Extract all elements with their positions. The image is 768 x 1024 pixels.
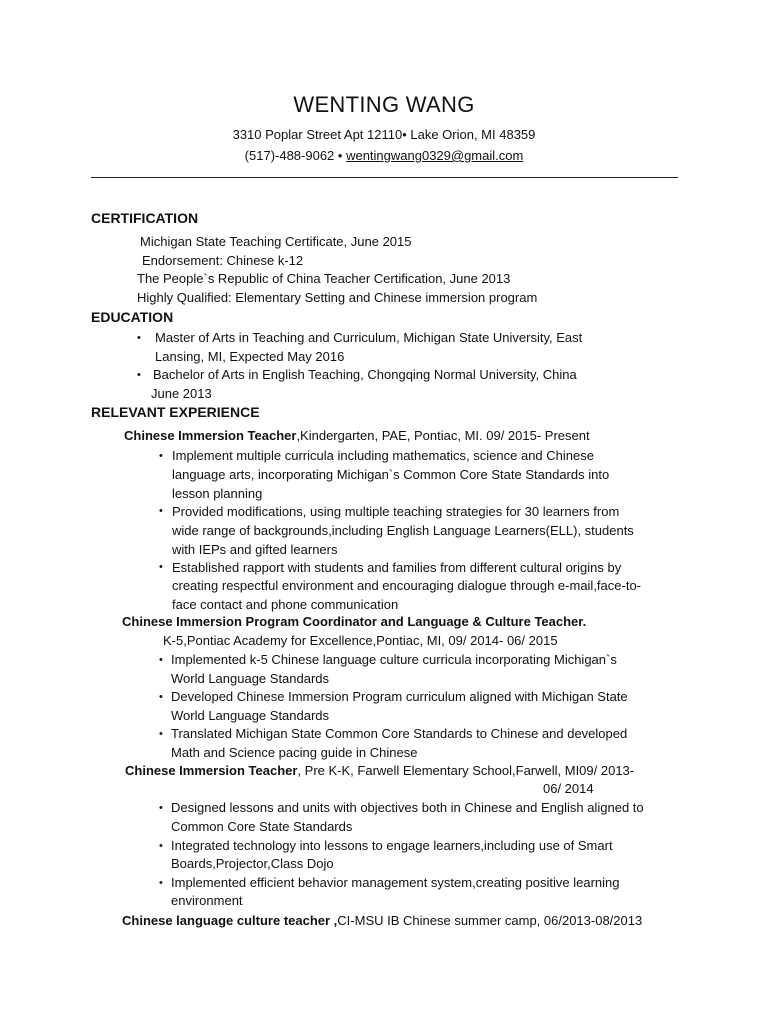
bullet-icon: •	[159, 691, 163, 703]
experience-heading: RELEVANT EXPERIENCE	[91, 404, 260, 420]
job-title: Chinese Immersion Program Coordinator and Language & Culture Teacher.	[122, 614, 587, 629]
certification-item: Endorsement: Chinese k-12	[142, 253, 304, 268]
job-bullet-line: creating respectful environment and encouraging dialogue through e-mail,face-to-	[172, 578, 642, 593]
job-title-line	[124, 428, 590, 443]
education-heading: EDUCATION	[91, 309, 174, 325]
job-title-line	[122, 913, 642, 928]
job-detail: K-5,Pontiac Academy for Excellence,Pontiac, MI, 09/ 2014- 06/ 2015	[163, 633, 558, 648]
job-title-line	[125, 763, 634, 778]
header-divider	[91, 177, 678, 178]
certification-heading: CERTIFICATION	[91, 210, 199, 226]
job-bullet-line: language arts, incorporating Michigan`s Common Core State Standards into	[172, 467, 610, 482]
education-item-line: Bachelor of Arts in English Teaching, Chongqing Normal University, China	[153, 367, 577, 382]
job-bullet-line: World Language Standards	[171, 671, 330, 686]
job-bullet-line: face contact and phone communication	[172, 597, 399, 612]
job-detail: ,Kindergarten, PAE, Pontiac, MI. 09/ 2015- Present	[296, 428, 590, 443]
job-detail: , Pre K-K, Farwell Elementary School,Farwell, MI09/ 2013-	[297, 763, 635, 778]
job-bullet-line: Common Core State Standards	[171, 819, 353, 834]
job-title-line	[122, 614, 586, 629]
education-item-line: Lansing, MI, Expected May 2016	[155, 349, 345, 364]
job-bullet-line: Established rapport with students and families from different cultural origins by	[172, 560, 622, 575]
job-bullet-line: Implement multiple curricula including mathematics, science and Chinese	[172, 448, 594, 463]
job-bullet-line: environment	[171, 893, 243, 908]
address-line: 3310 Poplar Street Apt 12110• Lake Orion, MI 48359	[232, 127, 536, 142]
job-bullet-line: Translated Michigan State Common Core Standards to Chinese and developed	[171, 726, 628, 741]
bullet-icon: •	[159, 728, 163, 740]
education-item-line: June 2013	[151, 386, 212, 401]
job-bullet-line: lesson planning	[172, 486, 263, 501]
job-bullet-line: Math and Science pacing guide in Chinese	[171, 745, 418, 760]
bullet-icon: •	[159, 561, 163, 573]
bullet-icon: •	[159, 450, 163, 462]
job-title: Chinese language culture teacher ,	[122, 913, 338, 928]
certification-item: The People`s Republic of China Teacher Certification, June 2013	[137, 271, 511, 286]
job-title: Chinese Immersion Teacher	[125, 763, 298, 778]
resume-name: WENTING WANG	[293, 92, 475, 117]
job-bullet-line: Implemented efficient behavior management system,creating positive learning	[171, 875, 620, 890]
certification-item: Michigan State Teaching Certificate, June 2015	[140, 234, 412, 249]
contact-line	[0, 148, 768, 163]
job-bullet-line: Developed Chinese Immersion Program curriculum aligned with Michigan State	[171, 689, 628, 704]
job-bullet-line: World Language Standards	[171, 708, 330, 723]
email-link[interactable]: wentingwang0329@gmail.com	[346, 148, 524, 163]
bullet-icon: •	[159, 802, 163, 814]
job-bullet-line: Boards,Projector,Class Dojo	[171, 856, 334, 871]
job-bullet-line: with IEPs and gifted learners	[172, 542, 338, 557]
education-item-line: Master of Arts in Teaching and Curriculum, Michigan State University, East	[155, 330, 583, 345]
job-bullet-line: wide range of backgrounds,including English Language Learners(ELL), students	[172, 523, 634, 538]
job-detail: CI-MSU IB Chinese summer camp, 06/2013-08/2013	[337, 913, 643, 928]
job-bullet-line: Provided modifications, using multiple teaching strategies for 30 learners from	[172, 504, 620, 519]
job-bullet-line: Integrated technology into lessons to engage learners,including use of Smart	[171, 838, 613, 853]
phone: (517)-488-9062 •	[244, 148, 347, 163]
bullet-icon: •	[137, 332, 141, 344]
job-detail: 06/ 2014	[543, 781, 594, 796]
certification-item: Highly Qualified: Elementary Setting and Chinese immersion program	[137, 290, 538, 305]
bullet-icon: •	[159, 840, 163, 852]
bullet-icon: •	[159, 505, 163, 517]
job-bullet-line: Implemented k-5 Chinese language culture curricula incorporating Michigan`s	[171, 652, 617, 667]
job-bullet-line: Designed lessons and units with objectives both in Chinese and English aligned to	[171, 800, 644, 815]
bullet-icon: •	[159, 877, 163, 889]
bullet-icon: •	[137, 369, 141, 381]
job-title: Chinese Immersion Teacher	[124, 428, 297, 443]
bullet-icon: •	[159, 654, 163, 666]
